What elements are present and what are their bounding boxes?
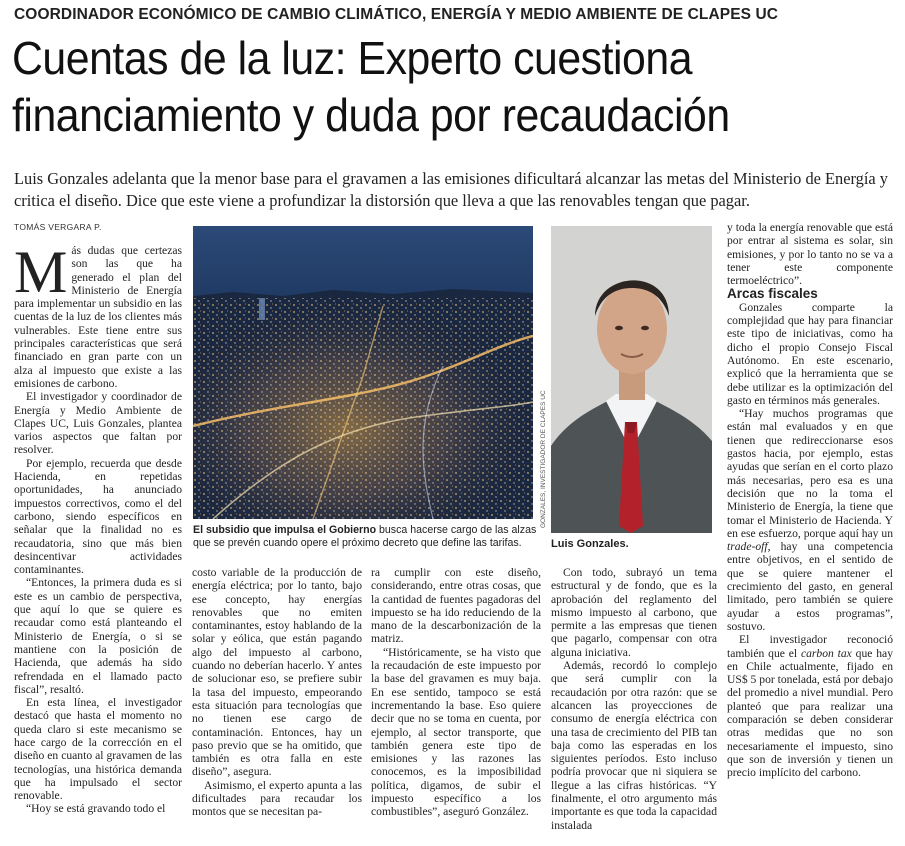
article-paragraph: El investigador reconoció también que el carbon tax que hay en Chile actualmente, fijado en US$ 5 por tonelada, está por debajo del promedio a nivel mundial. Pero planteó que para realizar una comparación se deben considerar otras medidas que no son necesariamente el impuesto, sino que son de inversión y tienen un precio implícito del carbono.: [727, 633, 893, 780]
article-paragraph: Con todo, subrayó un tema estructural y de fondo, que es la aprobación del reglamento del mismo impuesto al carbono, que permite a las empresas que tienen que pagarlo, compensar con otra alguna iniciativa.: [551, 566, 717, 659]
portrait-photo-credit: GONZALES, INVESTIGADOR DE CLAPES UC: [540, 390, 547, 528]
article-paragraph: “Hoy se está gravando todo el: [26, 802, 166, 816]
article-paragraph: Más dudas que certezas son las que ha generado el plan del Ministerio de Energía para implementar un subsidio en las cuentas de la luz de los clientes más vulnerables. Este tiene entre sus principales características que será financiado en gran parte con un alza al impuesto que existe a las emisiones de carbono.: [14, 239, 182, 390]
article-paragraph: “Entonces, la primera duda es si este es un cambio de perspectiva, que aquí lo que se quiere es recaudar como está planteando el Ministerio de Energía, o si se mantiene con la posición de Hacienda, que además ha sido refrendada en el llamado pacto fiscal”, resaltó.: [14, 576, 182, 696]
article-paragraph: Además, recordó lo complejo que será cumplir con la recaudación por otra razón: que se alcancen las proyecciones de consumo de energía eléctrica con una tasa de crecimiento del PIB tan baja como las esperadas en los siguientes períodos. Esto incluso podría provocar que ni siquiera se llegue a las cifras históricas. “Y finalmente, el otro argumento más importante es que toda la capacidad instalada: [551, 659, 717, 832]
city-photo-caption: El subsidio que impulsa el Gobierno busca hacerse cargo de las alzas que se prevén cuando opere el próximo decreto que define las tarifas.: [193, 524, 537, 549]
article-kicker: COORDINADOR ECONÓMICO DE CAMBIO CLIMÁTICO, ENERGÍA Y MEDIO AMBIENTE DE CLAPES UC: [14, 6, 779, 23]
portrait-photo: [551, 226, 712, 533]
article-paragraph: ra cumplir con este diseño, considerando, entre otras cosas, que la cantidad de fuentes pagadoras del impuesto se ha ido reduciendo de la mano de la descarbonización de la matriz.: [371, 566, 541, 646]
article-paragraph: Asimismo, el experto apunta a las dificultades para recaudar los montos que se necesitan pa-: [192, 778, 362, 819]
article-column-1: [14, 239, 182, 816]
city-night-photo: [193, 226, 533, 519]
article-lede: Luis Gonzales adelanta que la menor base para el gravamen a las emisiones dificultará alcanzar las metas del Ministerio de Energía y critica el diseño. Dice que este viene a profundizar la distorsión que lleva a que las renovables tengan que pagar.: [14, 169, 888, 210]
drop-cap: M: [14, 239, 68, 305]
article-paragraph: “Históricamente, se ha visto que la recaudación de este impuesto por la base del gravamen es muy baja. En ese sentido, tampoco se está incrementando la base. Eso quiere decir que no se toma en cuenta, por ejemplo, al sector transporte, que también genera este tipo de emisiones y las razones las conocemos, es la imposibilidad política, digamos, de subir el impuesto específico a los combustibles”, aseguró González.: [371, 645, 541, 819]
article-paragraph: costo variable de la producción de energía eléctrica; por lo tanto, bajo ese concepto, hay energías renovables que no emiten contaminantes, estoy hablando de la solar y eólica, que están pagando algo del impuesto al carbono, cuando no deberían hacerlo. Y antes de solucionar eso, se prefiere subir la tasa del impuesto, empeorando esta situación para tecnologías que no tienen ese cargo de contaminación. Entonces, hay un paso previo que se ha omitido, que también es otra falla en este diseño”, asegura.: [192, 566, 362, 779]
portrait-photo-caption: Luis Gonzales.: [551, 538, 629, 550]
article-paragraph: Por ejemplo, recuerda que desde Hacienda, en repetidas oportunidades, ha anunciado impuestos correctivos, como el del carbono, siendo específicos en señalar que la finalidad no es recaudatoria, sino que más bien desincentivar actividades contaminantes.: [14, 456, 182, 577]
article-column-3: [371, 566, 541, 819]
section-subhead: Arcas fiscales: [727, 286, 818, 302]
article-column-5: [727, 221, 893, 779]
article-paragraph: En esta línea, el investigador destacó que hasta el momento no queda claro si este mecanismo se hace cargo de la corrección en el diseño en cuanto al gravamen de las tecnologías, una histórica demanda que ha impulsado el sector renovable.: [14, 696, 182, 803]
article-byline: TOMÁS VERGARA P.: [14, 222, 102, 232]
article-headline: Cuentas de la luz: Experto cuestiona financiamiento y duda por recaudación: [12, 32, 730, 141]
article-column-4: [551, 566, 717, 832]
article-paragraph: Gonzales comparte la complejidad que hay para financiar este tipo de iniciativas, como ha dicho el propio Consejo Fiscal Autónomo. En este escenario, explicó que la herramienta que se debe utilizar es la optimización del gasto en términos más generales.: [727, 300, 893, 407]
article-column-2: [192, 566, 362, 819]
article-paragraph: “Hay muchos programas que están mal evaluados y en que tienen que redireccionarse esos gastos hacia, por ejemplo, estas ayudas que serían en el corto plazo más necesarias, pero esa es una decisión que no la toma el Ministerio de Energía, la tiene que tomar el Ministerio de Hacienda. Y en ese esfuerzo, porque aquí hay un trade-off, hay una competencia entre objetivos, en el sentido de que se quiere mantener el crecimiento del gasto, en general limitado, pero también se quiere ayudar a estos programas”, sostuvo.: [727, 407, 893, 633]
article-paragraph: El investigador y coordinador de Energía y Medio Ambiente de Clapes UC, Luis Gonzales, plantea varios aspectos que faltan por resolver.: [14, 390, 182, 457]
article-paragraph: y toda la energía renovable que está por entrar al sistema es solar, sin emisiones, y por lo tanto no se va a tener este componente termoeléctrico”.: [727, 221, 893, 288]
